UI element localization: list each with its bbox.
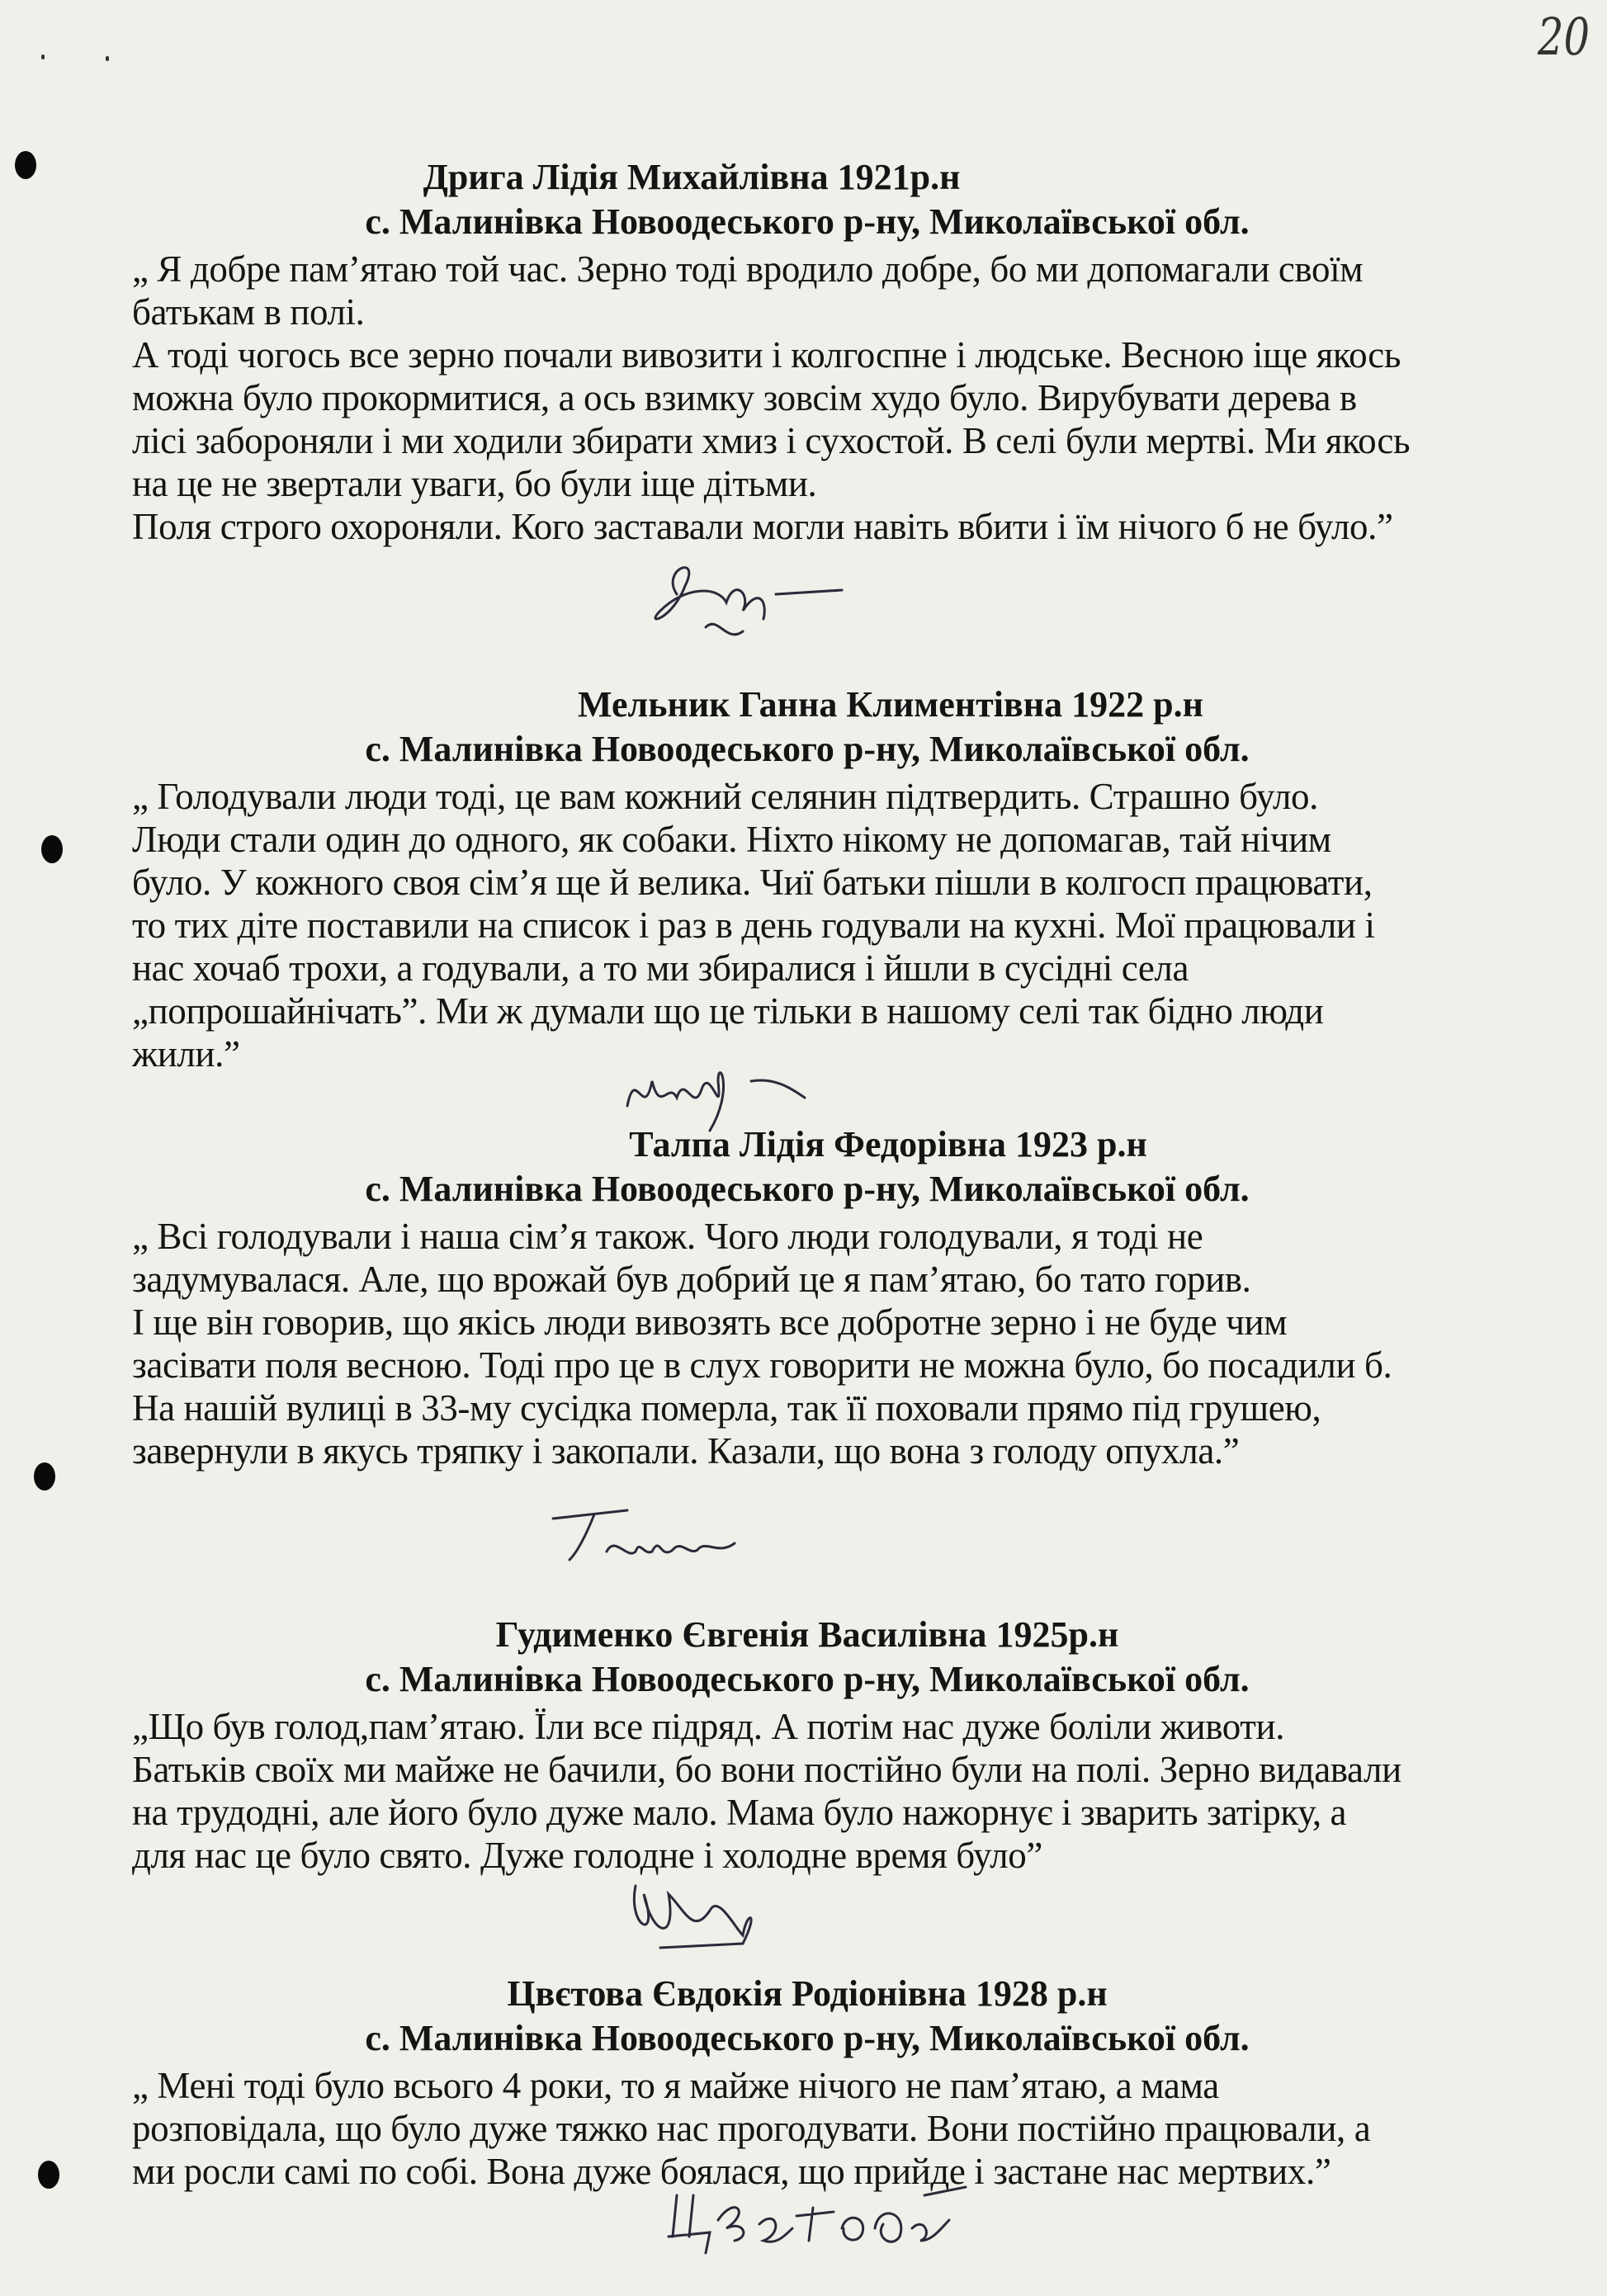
witness-name: Талпа Лідія Федорівна 1923 р.н — [629, 1124, 1147, 1165]
text-line: розповідала, що було дуже тяжко нас прогодувати. Вони постійно працювали, а — [132, 2108, 1371, 2149]
signature-talpa — [536, 1494, 751, 1568]
witness-place: с. Малинівка Новоодеського р-ну, Миколаївської обл. — [365, 1659, 1250, 1699]
page-number: 20 — [1537, 7, 1590, 67]
text-line: Поля строго охороняли. Кого заставали могли навіть вбити і їм нічого б не було.” — [132, 506, 1393, 547]
testimony-1 — [0, 155, 1607, 548]
testimony-text — [132, 775, 1607, 1075]
text-line: було. У кожного своя сім’я ще й велика. Чиї батьки пішли в колгосп працювати, — [132, 862, 1373, 903]
text-line: батькам в полі. — [132, 291, 365, 333]
witness-name: Мельник Ганна Климентівна 1922 р.н — [578, 684, 1203, 725]
text-line: „попрошайнічать”. Ми ж думали що це тільки в нашому селі так бідно люди — [132, 990, 1324, 1032]
text-line: на трудодні, але його було дуже мало. Мама було нажорнує і зварить затірку, а — [132, 1792, 1347, 1833]
testimony-5 — [0, 1972, 1607, 2193]
text-line: „Що був голод,пам’ятаю. Їли все підряд. А потім нас дуже боліли животи. — [132, 1706, 1285, 1747]
testimony-text — [132, 1705, 1607, 1877]
signature-hudymenko — [611, 1861, 776, 1960]
witness-place: с. Малинівка Новоодеського р-ну, Миколаївської обл. — [365, 1169, 1250, 1209]
text-line: А тоді чогось все зерно почали вивозити і колгоспне і людське. Весною іще якось — [132, 334, 1401, 376]
witness-place: с. Малинівка Новоодеського р-ну, Миколаївської обл. — [365, 2018, 1250, 2058]
text-line: Батьків своїх ми майже не бачили, бо вони постійно були на полі. Зерно видавали — [132, 1749, 1401, 1790]
text-line: лісі забороняли і ми ходили збирати хмиз і сухостой. В селі були мертві. Ми якось — [132, 420, 1411, 461]
text-line: то тих діте поставили на список і раз в день годували на кухні. Мої працювали і — [132, 905, 1375, 946]
text-line: На нашій вулиці в 33-му сусідка померла, так її поховали прямо під грушею, — [132, 1387, 1321, 1429]
text-line: завернули в якусь тряпку і закопали. Казали, що вона з голоду опухла.” — [132, 1430, 1240, 1472]
text-line: І ще він говорив, що якісь люди вивозять все добротне зерно і не буде чим — [132, 1302, 1288, 1343]
testimony-text — [132, 1215, 1607, 1472]
text-line: засівати поля весною. Тоді про це в слух говорити не можна було, бо посадили б. — [132, 1344, 1392, 1386]
signature-tsvetova — [660, 2171, 990, 2261]
witness-place: с. Малинівка Новоодеського р-ну, Миколаївської обл. — [365, 729, 1250, 769]
text-line: задумувалася. Але, що врожай був добрий це я пам’ятаю, бо тато горив. — [132, 1259, 1251, 1300]
witness-name: Дрига Лідія Михайлівна 1921р.н — [423, 157, 961, 197]
text-line: жили.” — [132, 1033, 240, 1075]
testimony-4 — [0, 1613, 1607, 1877]
signature-dryha — [627, 536, 858, 660]
text-line: на це не звертали уваги, бо були іще дітьми. — [132, 463, 817, 504]
witness-place: с. Малинівка Новоодеського р-ну, Миколаївської обл. — [365, 201, 1250, 242]
text-line: „ Всі голодували і наша сім’я також. Чого люди голодували, я тоді не — [132, 1216, 1203, 1257]
scan-speck — [106, 56, 109, 61]
witness-name: Гудименко Євгенія Василівна 1925р.н — [495, 1614, 1119, 1655]
text-line: для нас це було свято. Дуже голодне і холодне время було” — [132, 1835, 1042, 1876]
scan-speck — [41, 54, 45, 59]
text-line: нас хочаб трохи, а годували, а то ми збиралися і йшли в сусідні села — [132, 947, 1189, 989]
text-line: ми росли самі по собі. Вона дуже боялася, що прийде і застане нас мертвих.” — [132, 2151, 1331, 2192]
testimony-2 — [0, 683, 1607, 1075]
signature-melnyk — [611, 1032, 825, 1139]
testimony-3 — [0, 1122, 1607, 1472]
text-line: можна було прокормитися, а ось взимку зовсім худо було. Вирубувати дерева в — [132, 377, 1357, 418]
witness-name: Цвєтова Євдокія Родіонівна 1928 р.н — [507, 1973, 1108, 2014]
testimony-text — [132, 248, 1607, 548]
text-line: „ Мені тоді було всього 4 роки, то я майже нічого не пам’ятаю, а мама — [132, 2065, 1219, 2106]
text-line: „ Голодували люди тоді, це вам кожний селянин підтвердить. Страшно було. — [132, 776, 1318, 817]
text-line: „ Я добре пам’ятаю той час. Зерно тоді вродило добре, бо ми допомагали своїм — [132, 248, 1364, 290]
text-line: Люди стали один до одного, як собаки. Ніхто нікому не допомагав, тай нічим — [132, 819, 1331, 860]
